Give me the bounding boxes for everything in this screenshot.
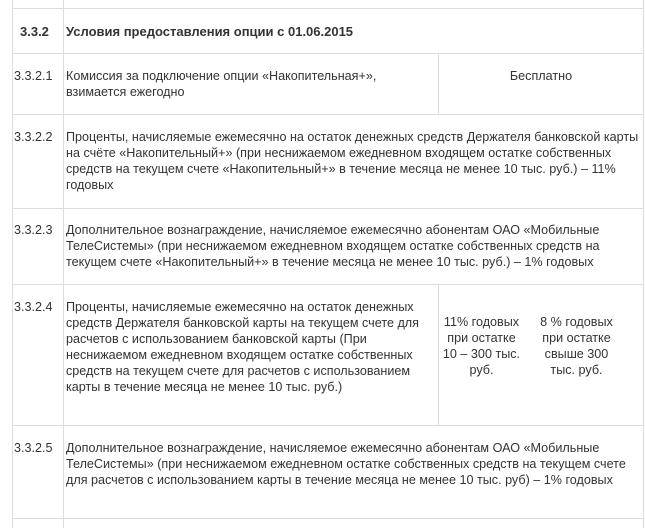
row-text: Дополнительное вознаграждение, начисляемое ежемесячно абонентам ОАО «Мобильные ТелеСистемы» (при неснижаемом ежедневном входящем остатке собственных средств на текущем счете «Накопительный+» в течение месяца не менее 10 тыс. руб.) – 1% годовых (66, 223, 600, 269)
row-number: 3.3.2.3 (13, 209, 64, 284)
rate-high-balance: 8 % годовых при остатке свыше 300 тыс. руб. (540, 315, 613, 377)
row-number: 3.3.2.5 (13, 426, 64, 518)
table-row (12, 208, 644, 284)
row-value: Бесплатно (438, 54, 643, 114)
rate-low-balance: 11% годовых при остатке 10 – 300 тыс. руб. (442, 315, 521, 377)
bottom-row (12, 518, 644, 528)
section-title: Условия предоставления опции с 01.06.2015 (66, 24, 354, 39)
top-row (12, 0, 644, 8)
row-text: Комиссия за подключение опции «Накопительная+», взимается ежегодно (66, 69, 377, 99)
row-text: Проценты, начисляемые ежемесячно на остаток денежных средств Держателя банковской карты на текущем счете для расчетов с использованием банковской карты (При неснижаемом ежедневном входящем остатке собственных средств на текущем счете для расчетов с использованием карты в течение месяца не менее 10 тыс. руб.) (66, 300, 419, 394)
section-number: 3.3.2 (13, 9, 64, 53)
table-row (12, 114, 644, 208)
table-row (12, 53, 644, 114)
row-number: 3.3.2.4 (13, 285, 64, 425)
row-values (438, 285, 643, 425)
row-text: Дополнительное вознаграждение, начисляемое ежемесячно абонентам ОАО «Мобильные ТелеСистемы» (при неснижаемом ежедневном остатке собственных средств на текущем счете для расчетов с использованием карты в течение месяца не менее 10 тыс. руб) – 1% годовых (66, 441, 626, 487)
table-row (12, 425, 644, 518)
number-cell (13, 0, 64, 8)
number-cell (13, 519, 64, 528)
table-row (12, 284, 644, 425)
section-header-row (12, 8, 644, 53)
row-text: Проценты, начисляемые ежемесячно на остаток денежных средств Держателя банковской карты на счёте «Накопительный+» (при неснижаемом ежедневном входящем остатке собственных средств на текущем счете «Накопительный+» в течение месяца не менее 10 тыс. руб.) – 11% годовых (66, 130, 639, 192)
row-number: 3.3.2.2 (13, 115, 64, 208)
row-number: 3.3.2.1 (13, 54, 64, 114)
